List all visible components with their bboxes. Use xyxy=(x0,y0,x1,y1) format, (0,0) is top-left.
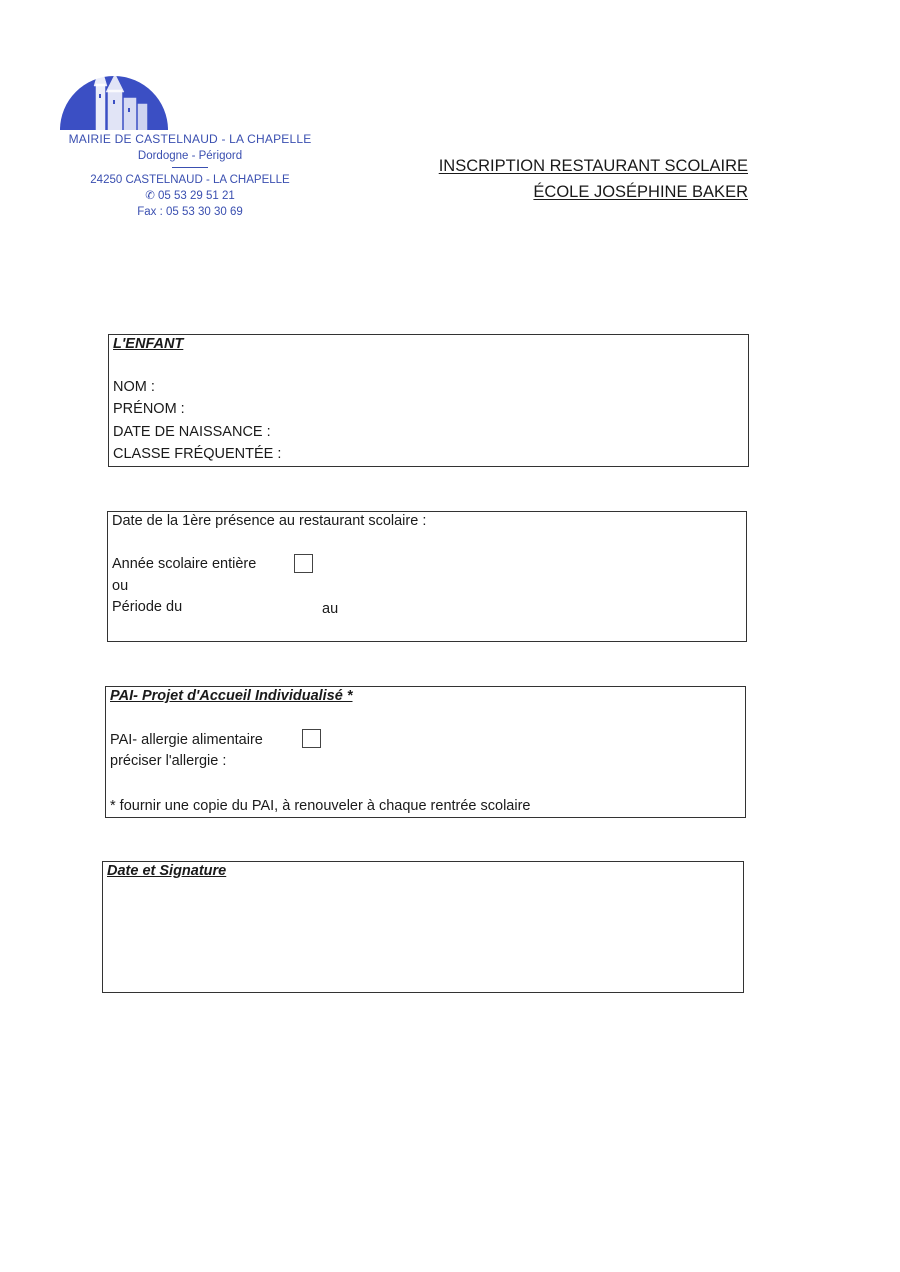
org-fax: Fax : 05 53 30 30 69 xyxy=(137,206,243,218)
last-name-field[interactable]: NOM : xyxy=(113,379,155,395)
class-field[interactable]: CLASSE FRÉQUENTÉE : xyxy=(113,446,282,462)
first-name-field[interactable]: PRÉNOM : xyxy=(113,401,185,417)
full-year-label: Année scolaire entière xyxy=(112,556,257,572)
child-section xyxy=(108,334,749,467)
attendance-section xyxy=(107,511,747,642)
town-hall-contact xyxy=(60,132,320,220)
period-to-label[interactable]: au xyxy=(322,601,339,617)
title-line-1: INSCRIPTION RESTAURANT SCOLAIRE xyxy=(438,157,748,175)
pai-section-heading: PAI- Projet d'Accueil Individualisé * xyxy=(110,688,353,704)
document-title xyxy=(439,153,748,205)
signature-section[interactable] xyxy=(102,861,744,993)
signature-section-heading: Date et Signature xyxy=(107,863,227,879)
allergy-detail-field[interactable]: préciser l'allergie : xyxy=(110,753,227,769)
birth-date-field[interactable]: DATE DE NAISSANCE : xyxy=(113,424,271,440)
food-allergy-label: PAI- allergie alimentaire xyxy=(110,732,263,748)
food-allergy-checkbox[interactable] xyxy=(302,729,321,748)
pai-section xyxy=(105,686,746,818)
child-section-heading: L'ENFANT xyxy=(113,336,184,352)
org-address: 24250 CASTELNAUD - LA CHAPELLE xyxy=(90,174,290,186)
pai-note: * fournir une copie du PAI, à renouveler à chaque rentrée scolaire xyxy=(110,798,531,814)
or-label: ou xyxy=(112,578,129,594)
org-name: MAIRIE DE CASTELNAUD - LA CHAPELLE xyxy=(68,132,312,146)
title-line-2: ÉCOLE JOSÉPHINE BAKER xyxy=(533,183,748,201)
castle-seal-logo xyxy=(56,58,168,130)
full-year-checkbox[interactable] xyxy=(294,554,313,573)
first-attendance-label: Date de la 1ère présence au restaurant scolaire : xyxy=(112,513,427,529)
org-region: Dordogne - Périgord xyxy=(137,150,243,162)
period-from-label[interactable]: Période du xyxy=(112,599,183,615)
divider xyxy=(172,167,208,168)
org-phone: ✆ 05 53 29 51 21 xyxy=(145,190,235,202)
